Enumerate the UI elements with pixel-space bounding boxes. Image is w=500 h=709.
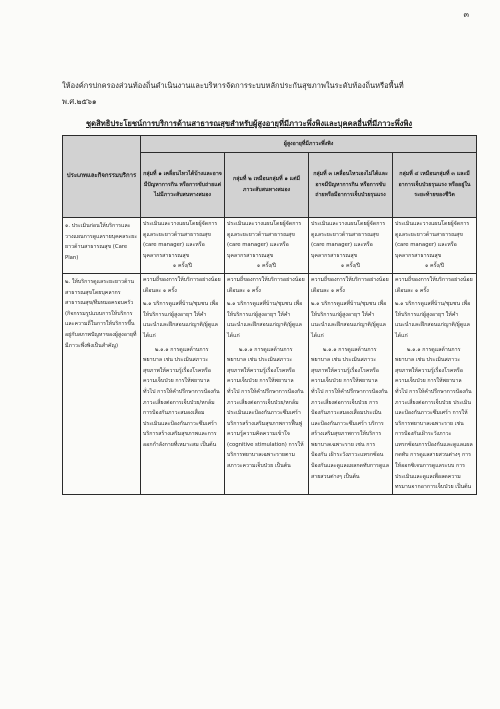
nursing-care-text: ๒.๑.๑ การดูแลด้านการพยาบาล เช่น ประเมินสภาวะสุขภาพให้ความรู้เรื่องโรคหรือความเจ็บป่วย การให้พยาบาลทั่วไป การให้คำปรึกษาการป้องกันภาวะเสี่ยงต่อการเจ็บป่วย/หกล้ม การป้องกันภาวะสมองเสื่อม ประเมินและป้องกันภาวะซึมเศร้า บริการสร้างเสริมสุขภาพและการออกกำลังกายที่เหมาะสม เป็นต้น bbox=[143, 346, 220, 448]
home-service-text: ๒.๑ บริการดูแลที่บ้าน/ชุมชน เพื่อให้บริการแก่ผู้สูงอายุฯ ให้คำแนะนำและฝึกสอนแก่ญาติ/ผู้ดูแลได้แก่ bbox=[227, 301, 303, 339]
frequency-text: ๑ ครั้ง/ปี bbox=[256, 263, 277, 270]
benefits-table bbox=[62, 135, 477, 495]
row-cell bbox=[393, 273, 477, 494]
plan-text: ประเมินและวางแผนโดยผู้จัดการดูแลระยะยาวด้านสาธารณสุข (care manager) และหรือบุคลากรสาธารณสุข bbox=[143, 221, 218, 259]
intro-line-2: พ.ศ.๒๕๖๑ bbox=[62, 97, 97, 106]
plan-text: ประเมินและวางแผนโดยผู้จัดการดูแลระยะยาวด้านสาธารณสุข (care manager) และหรือบุคลากรสาธารณสุข bbox=[311, 221, 386, 259]
row-cell bbox=[309, 273, 393, 494]
home-service-text: ๒.๑ บริการดูแลที่บ้าน/ชุมชน เพื่อให้บริการแก่ผู้สูงอายุฯ ให้คำแนะนำและฝึกสอนแก่ญาติ/ผู้ดูแลได้แก่ bbox=[395, 301, 471, 339]
row-cell bbox=[225, 218, 309, 274]
group-header: ผู้สูงอายุที่มีภาวะพึ่งพิง bbox=[141, 136, 477, 153]
nursing-care-text: ๒.๑.๑ การดูแลด้านการพยาบาล เช่น ประเมินสภาวะสุขภาพให้ความรู้เรื่องโรคหรือความเจ็บป่วย การให้พยาบาลทั่วไป การให้คำปรึกษาการป้องกันภาวะเสี่ยงต่อการเจ็บป่วย การป้องกันภาวะสมองเสื่อมประเมินและป้องกันภาวะซึมเศร้า บริการสร้างเสริมสุขภาพการให้บริการพยาบาลเฉพาะราย เช่น การป้องกัน เฝ้าระวังภาวะแทรกซ้อน ป้องกันและดูแลแผลกดทับการดูแลสายสวนต่างๆ เป็นต้น bbox=[311, 346, 389, 480]
frequency-text: ความถี่ของการให้บริการอย่างน้อยเดือนละ ๑ ครั้ง bbox=[227, 276, 305, 294]
column-header-group-1: กลุ่มที่ ๑ เคลื่อนไหวได้บ้างและอาจมีปัญหาการกิน หรือการขับถ่ายแต่ไม่มีภาวะสับสนทางสมอง bbox=[141, 153, 225, 218]
row-cell bbox=[225, 273, 309, 494]
row-cell bbox=[141, 273, 225, 494]
row-cell bbox=[141, 218, 225, 274]
service-header: ประเภทและกิจกรรมบริการ bbox=[63, 136, 141, 218]
plan-text: ประเมินและวางแผนโดยผู้จัดการดูแลระยะยาวด้านสาธารณสุข (care manager) และหรือบุคลากรสาธารณสุข bbox=[395, 221, 470, 259]
table-row bbox=[63, 218, 477, 274]
frequency-text: ๑ ครั้ง/ปี bbox=[172, 263, 193, 270]
frequency-text: ๑ ครั้ง/ปี bbox=[340, 263, 361, 270]
table-title: ชุดสิทธิประโยชน์การบริการด้านสาธารณสุขสำหรับผู้สูงอายุที่มีภาวะพึ่งพิงและบุคคลอื่นที่มีภาวะพึ่งพิง bbox=[86, 119, 413, 128]
plan-text: ประเมินและวางแผนโดยผู้จัดการดูแลระยะยาวด้านสาธารณสุข (care manager) และหรือบุคลากรสาธารณสุข bbox=[227, 221, 302, 259]
row-cell bbox=[393, 218, 477, 274]
column-header-group-3: กลุ่มที่ ๓ เคลื่อนไหวเองไม่ได้และอาจมีปัญหาการกิน หรือการขับถ่ายหรือมีอาการเจ็บป่วยรุนแรง bbox=[309, 153, 393, 218]
page-number: ๓ bbox=[463, 10, 470, 19]
intro-line-1: ให้องค์กรปกครองส่วนท้องถิ่นดำเนินงานและบริหารจัดการระบบหลักประกันสุขภาพในระดับท้องถิ่นหรือพื้นที่ bbox=[62, 81, 404, 90]
row-service-cell: ๑. ประเมินก่อนให้บริการและวางแผนการดูแลรายบุคคลระยะยาวด้านสาธารณสุข (Care Plan) bbox=[63, 218, 141, 274]
home-service-text: ๒.๑ บริการดูแลที่บ้าน/ชุมชน เพื่อให้บริการแก่ผู้สูงอายุฯ ให้คำแนะนำและฝึกสอนแก่ญาติ/ผู้ดูแลได้แก่ bbox=[143, 301, 219, 339]
home-service-text: ๒.๑ บริการดูแลที่บ้าน/ชุมชน เพื่อให้บริการแก่ผู้สูงอายุฯ ให้คำแนะนำและฝึกสอนแก่ญาติ/ผู้ดูแลได้แก่ bbox=[311, 301, 387, 339]
table-row bbox=[63, 273, 477, 494]
column-header-group-4: กลุ่มที่ ๔ เหมือนกลุ่มที่ ๓ และมีอาการเจ็บป่วยรุนแรง หรืออยู่ในระยะท้ายของชีวิต bbox=[393, 153, 477, 218]
frequency-text: ความถี่ของการให้บริการอย่างน้อยเดือนละ ๑ ครั้ง bbox=[395, 276, 473, 294]
column-header-group-2: กลุ่มที่ ๒ เหมือนกลุ่มที่ ๑ แต่มีภาวะสับสนทางสมอง bbox=[225, 153, 309, 218]
intro-paragraph bbox=[62, 78, 474, 110]
row-service-cell: ๒. ให้บริการดูแลระยะยาวด้านสาธารณสุขโดยบุคลากรสาธารณสุข/ทีมหมอครอบครัว (กิจกรรมรูปแบบการให้บริการ และความถี่ในการให้บริการขึ้นอยู่กับสภาพปัญหาของผู้สูงอายุที่มีภาวะพึ่งพิงเป็นสำคัญ) bbox=[63, 273, 141, 494]
row-cell bbox=[309, 218, 393, 274]
frequency-text: ความถี่ของการให้บริการอย่างน้อยเดือนละ ๑ ครั้ง bbox=[311, 276, 389, 294]
frequency-text: ความถี่ของการให้บริการอย่างน้อยเดือนละ ๑ ครั้ง bbox=[143, 276, 221, 294]
frequency-text: ๑ ครั้ง/ปี bbox=[424, 263, 445, 270]
nursing-care-text: ๒.๑.๑ การดูแลด้านการพยาบาล เช่น ประเมินสภาวะสุขภาพให้ความรู้เรื่องโรคหรือความเจ็บป่วย การให้พยาบาลทั่วไป การให้คำปรึกษาการป้องกันภาวะเสี่ยงต่อการเจ็บป่วย ประเมินและป้องกันภาวะซึมเศร้า การให้บริการพยาบาลเฉพาะราย เช่น การป้องกันเฝ้าระวังภาวะแทรกซ้อนการป้องกันและดูแลแผลกดทับ การดูแลสายสวนต่างๆ การให้ออกซิเจนการดูแลระบบ การประเมินและดูแลเพื่อลดความทรมานจากอาการเจ็บป่วย เป็นต้น bbox=[395, 346, 473, 491]
nursing-care-text: ๒.๑.๑ การดูแลด้านการพยาบาล เช่น ประเมินสภาวะสุขภาพให้ความรู้เรื่องโรคหรือความเจ็บป่วย การให้พยาบาลทั่วไป การให้คำปรึกษาการป้องกันภาวะเสี่ยงต่อการเจ็บป่วย/หกล้ม ประเมินและป้องกันภาวะซึมเศร้า บริการสร้างเสริมสุขภาพการฟื้นฟูความรู้ความคิดความเข้าใจ (cognitive stimulation) การให้บริการพยาบาลเฉพาะรายตามสภาวะความเจ็บป่วย เป็นต้น bbox=[227, 346, 304, 470]
